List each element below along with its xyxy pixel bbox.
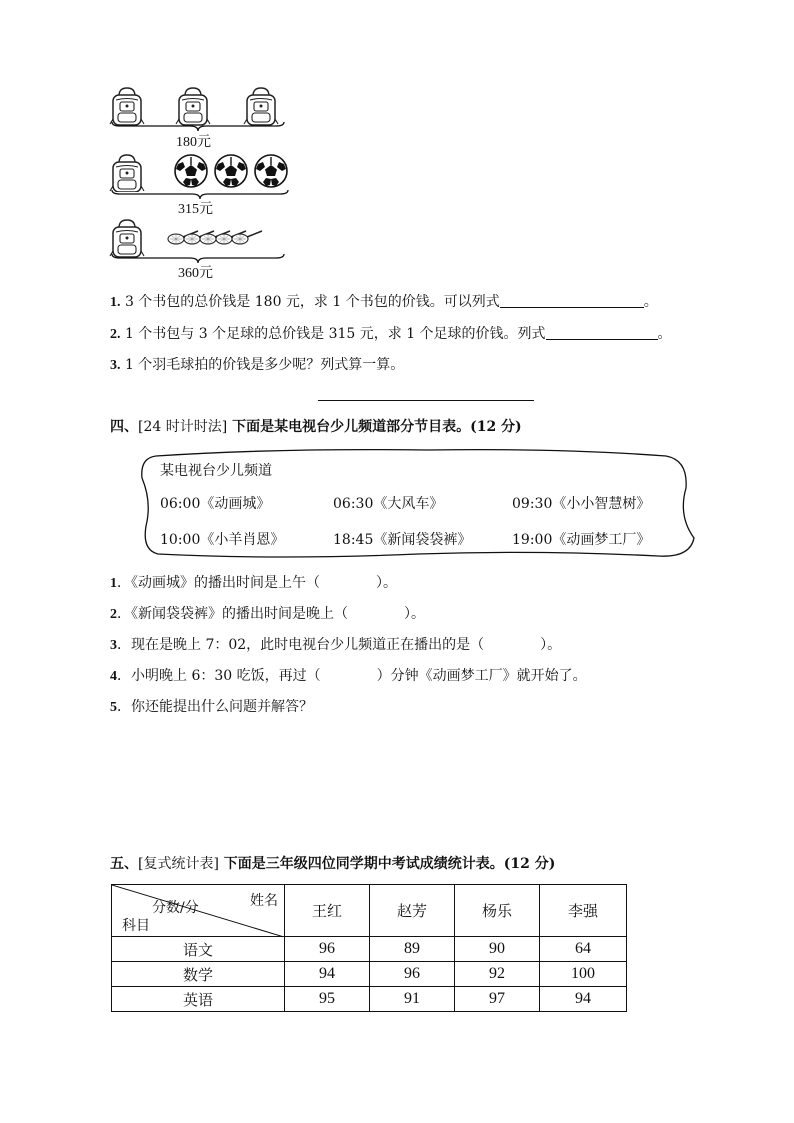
student-header: 杨乐 xyxy=(455,885,540,937)
price-label-row2: 315元 xyxy=(178,202,213,217)
score-cell: 95 xyxy=(285,987,370,1012)
section-4-title: 四、[24 时计时法] 下面是某电视台少儿频道部分节目表。(12 分) xyxy=(110,419,522,435)
soccer-ball-icon xyxy=(255,155,287,187)
channel-name: 某电视台少儿频道 xyxy=(160,463,272,479)
backpack-icon xyxy=(110,155,144,192)
score-cell: 94 xyxy=(285,962,370,987)
score-cell: 100 xyxy=(540,962,627,987)
soccer-ball-icon xyxy=(215,155,247,187)
program-item: 06:30《大风车》 xyxy=(333,496,444,512)
price-label-row1: 180元 xyxy=(176,135,211,150)
answer-blank[interactable] xyxy=(500,293,644,308)
answer-line[interactable] xyxy=(318,400,534,401)
table-row xyxy=(112,937,627,962)
program-item: 18:45《新闻袋袋裤》 xyxy=(333,532,472,548)
score-table xyxy=(111,884,627,1012)
score-cell: 92 xyxy=(455,962,540,987)
badminton-racket-icon xyxy=(232,231,262,244)
s4-question-4: 4．小明晚上 6：30 吃饭，再过（ ）分钟《动画梦工厂》就开始了。 xyxy=(110,668,587,684)
s4-question-3: 3．现在是晚上 7：02，此时电视台少儿频道正在播出的是（ ）。 xyxy=(110,637,562,653)
program-item: 19:00《动画梦工厂》 xyxy=(512,532,651,548)
score-cell: 96 xyxy=(370,962,455,987)
score-cell: 94 xyxy=(540,987,627,1012)
s4-question-2: 2．《新闻袋袋裤》的播出时间是晚上（ ）。 xyxy=(110,606,425,622)
student-header: 李强 xyxy=(540,885,627,937)
score-cell: 91 xyxy=(370,987,455,1012)
question-1: 1. 3 个书包的总价钱是 180 元，求 1 个书包的价钱。可以列式 。 xyxy=(110,294,658,310)
table-corner-header xyxy=(112,885,285,937)
program-item: 06:00《动画城》 xyxy=(160,496,271,512)
student-header: 赵芳 xyxy=(370,885,455,937)
header-name-label: 姓名 xyxy=(250,893,278,909)
subject-cell: 英语 xyxy=(112,987,285,1012)
header-score-label: 分数/分 xyxy=(152,900,199,916)
score-cell: 97 xyxy=(455,987,540,1012)
s4-question-1: 1．《动画城》的播出时间是上午（ ）。 xyxy=(110,575,397,591)
score-cell: 89 xyxy=(370,937,455,962)
price-label-row3: 360元 xyxy=(178,266,213,281)
student-header: 王红 xyxy=(285,885,370,937)
program-item: 09:30《小小智慧树》 xyxy=(512,496,651,512)
score-cell: 64 xyxy=(540,937,627,962)
header-subject-label: 科目 xyxy=(122,918,150,934)
subject-cell: 数学 xyxy=(112,962,285,987)
question-3: 3. 1 个羽毛球拍的价钱是多少呢？列式算一算。 xyxy=(110,357,405,373)
table-row xyxy=(112,962,627,987)
score-cell: 90 xyxy=(455,937,540,962)
table-row xyxy=(112,987,627,1012)
backpack-balls-group xyxy=(108,152,292,192)
subject-cell: 语文 xyxy=(112,937,285,962)
question-2: 2. 1 个书包与 3 个足球的总价钱是 315 元，求 1 个足球的价钱。列式 。 xyxy=(110,326,672,342)
program-item: 10:00《小羊肖恩》 xyxy=(160,532,285,548)
answer-blank[interactable] xyxy=(546,325,658,340)
score-cell: 96 xyxy=(285,937,370,962)
s4-question-5: 5．你还能提出什么问题并解答？ xyxy=(110,699,313,715)
section-5-title: 五、[复式统计表] 下面是三年级四位同学期中考试成绩统计表。(12 分) xyxy=(110,856,556,872)
soccer-ball-icon xyxy=(175,155,207,187)
